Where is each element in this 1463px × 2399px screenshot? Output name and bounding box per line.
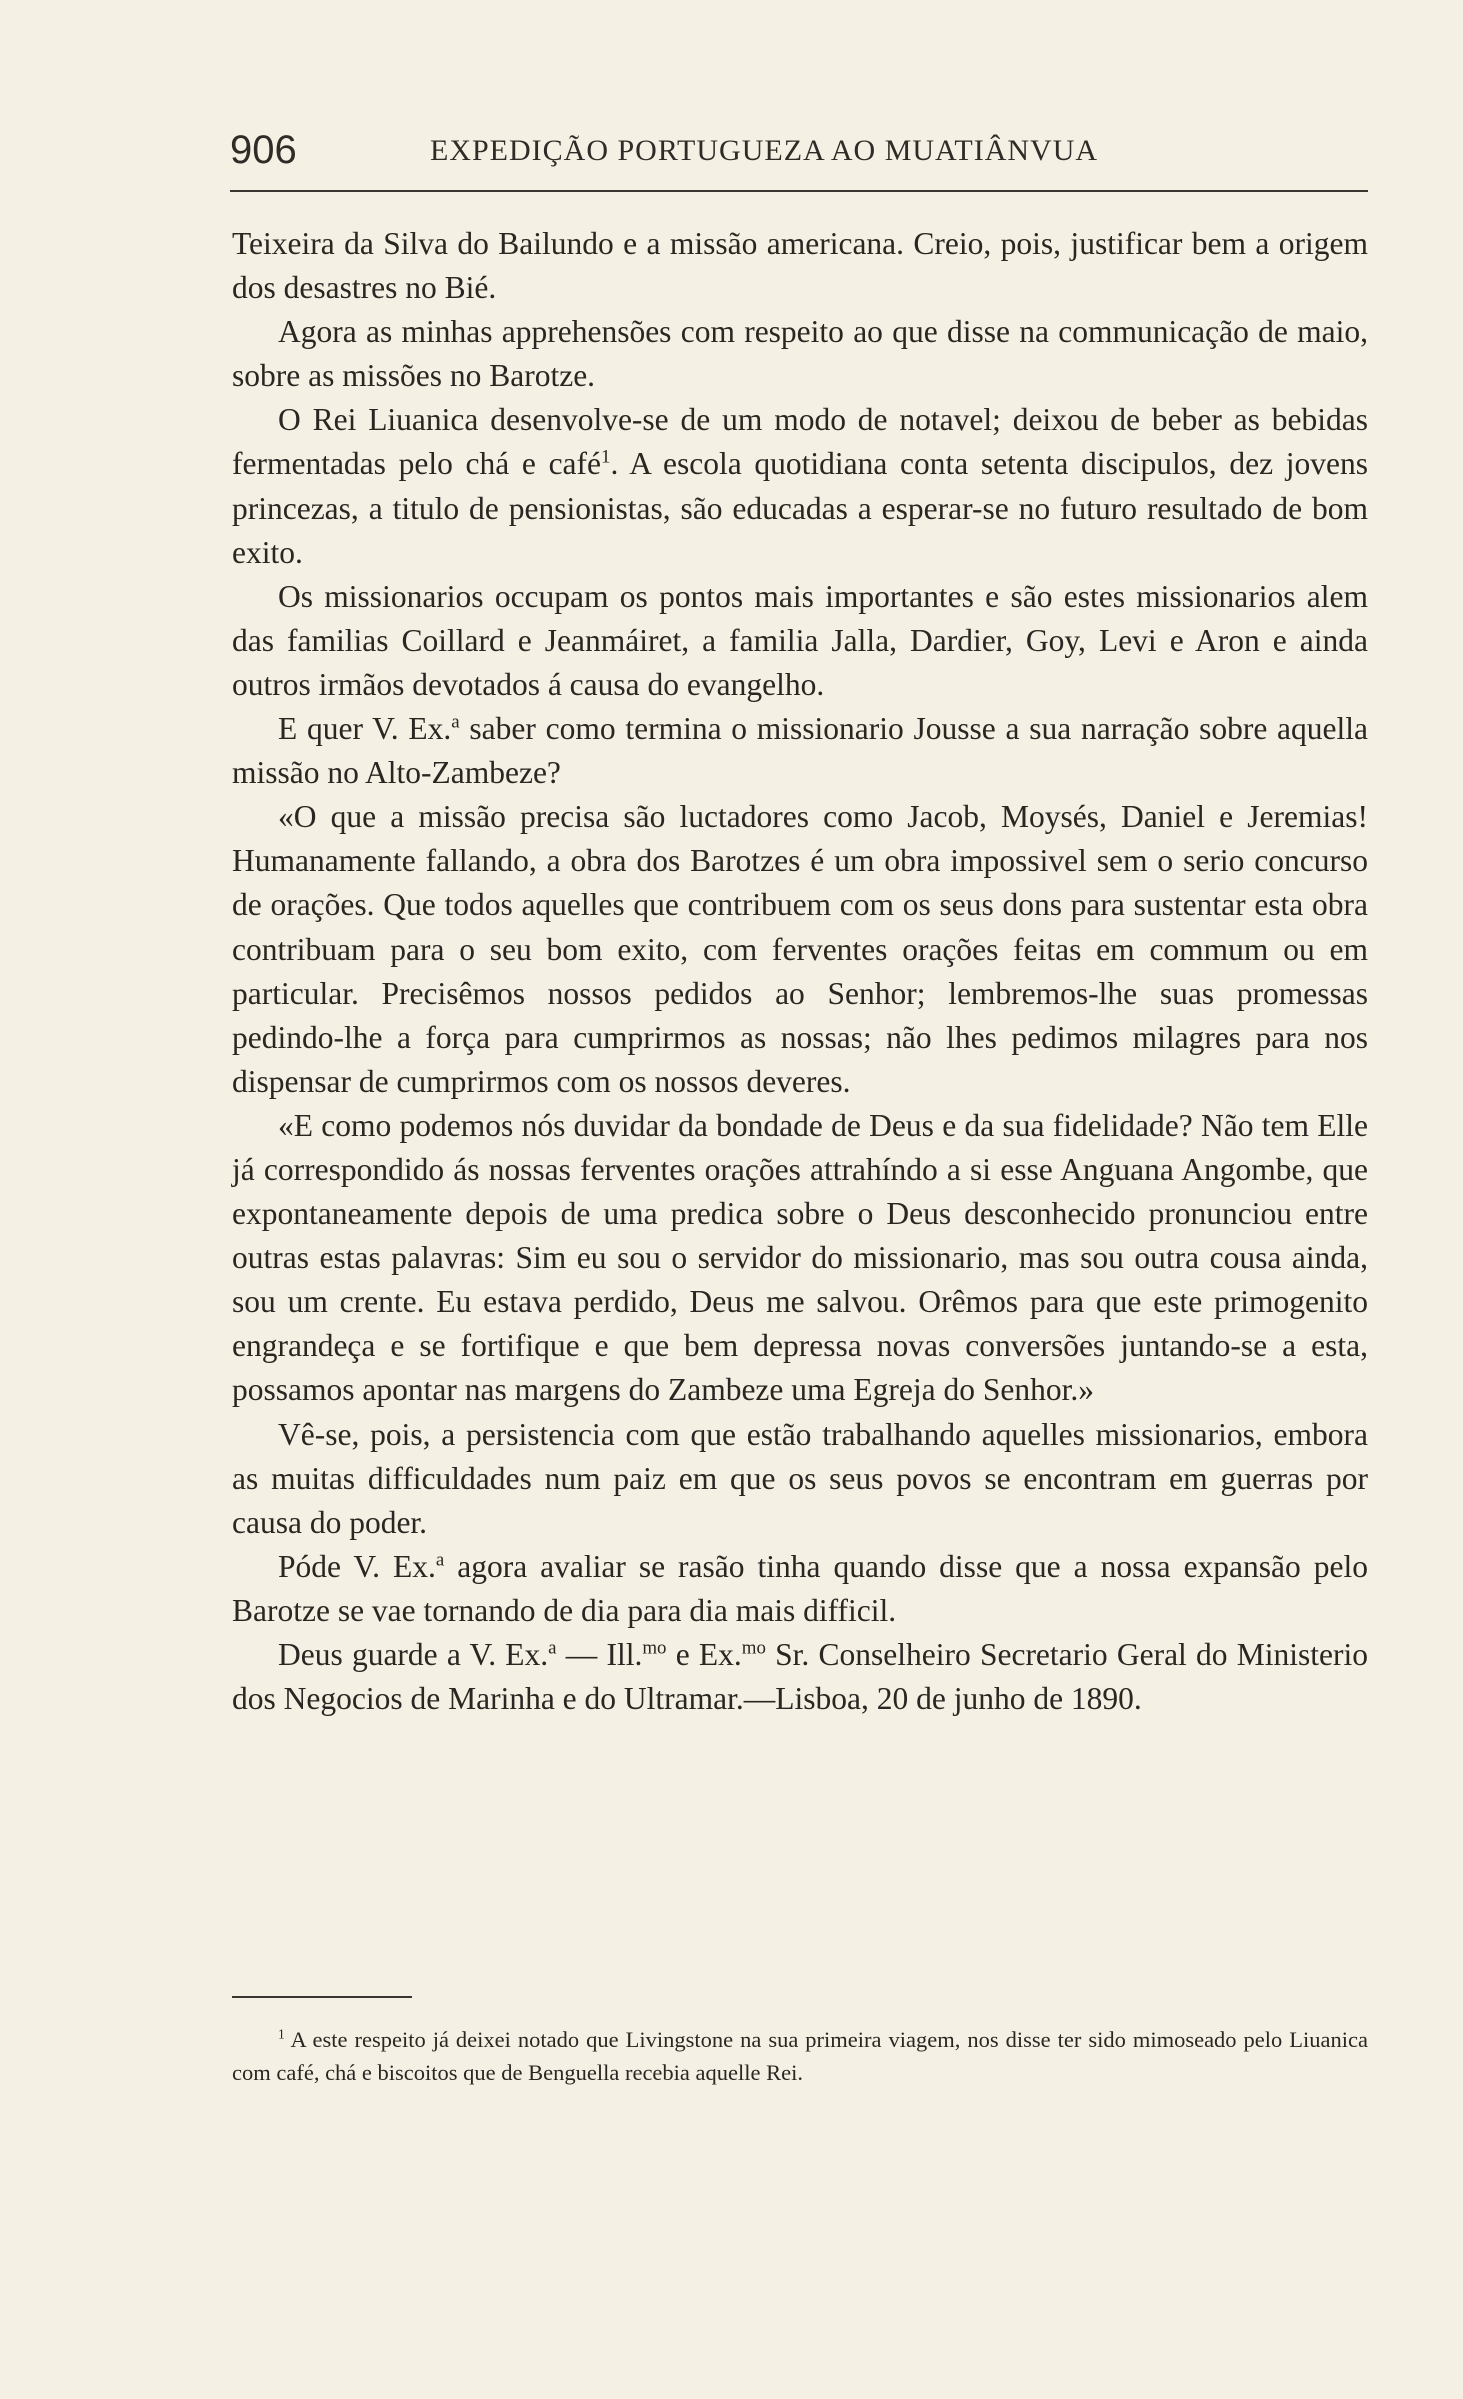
paragraph [232,398,1368,574]
paragraph-text: Sr. Conselheiro Secretario Geral do Ministerio dos Negocios de Marinha e do Ultramar.—Lisboa, 20 de junho de 1890. [232,1637,1368,1717]
footnote-rule [232,1996,412,1998]
running-title: EXPEDIÇÃO PORTUGUEZA AO MUATIÂNVUA [430,134,1099,167]
page-header [230,122,1370,182]
paragraph: Vê-se, pois, a persistencia com que estão trabalhando aquelles missionarios, embora as muitas difficuldades num paiz em que os seus povos se encontram em guerras por causa do poder. [232,1416,1368,1540]
paragraph: Agora as minhas apprehensões com respeito ao que disse na communicação de maio, sobre as missões no Barotze. [232,314,1368,394]
page-number: 906 [230,128,297,172]
paragraph-text: E quer V. Ex. [278,711,452,747]
paragraph-text: agora avaliar se rasão tinha quando disse que a nossa expansão pelo Barotze se vae tornando de dia para dia mais difficil. [232,1548,1368,1628]
body-text [232,222,1368,1721]
paragraph [232,707,1368,795]
paragraph-text: Póde V. Ex. [278,1548,436,1584]
superscript: mo [642,1637,667,1659]
paragraph-text: O Rei Liuanica desenvolve-se de um modo de notavel; deixou de beber as bebidas fermentadas pelo chá e café [232,402,1368,482]
paragraph-text: . A escola quotidiana conta setenta discipulos, dez jovens princezas, a titulo de pensionistas, são educadas a esperar-se no futuro resultado de bom exito. [232,446,1368,570]
footnote [232,2023,1368,2089]
paragraph: «E como podemos nós duvidar da bondade de Deus e da sua fidelidade? Não tem Elle já correspondido ás nossas ferventes orações attrahíndo a si esse Anguana Angombe, que expontaneamente depois de uma predica sobre o Deus desconhecido pronunciou entre outras estas palavras: Sim eu sou o servidor do missionario, mas sou outra cousa ainda, sou um crente. Eu estava perdido, Deus me salvou. Orêmos para que este primogenito engrandeça e se fortifique e que bem depressa novas conversões juntando-se a esta, possamos apontar nas margens do Zambeze uma Egreja do Senhor.» [232,1107,1368,1408]
superscript: a [548,1637,557,1659]
footnote-reference[interactable]: 1 [601,446,611,468]
superscript: a [435,1549,445,1571]
paragraph: «O que a missão precisa são luctadores como Jacob, Moysés, Daniel e Jeremias! Humanamente fallando, a obra dos Barotzes é um obra impossivel sem o serio concurso de orações. Que todos aquelles que contribuem com os seus dons para sustentar esta obra contribuam para o seu bom exito, com ferventes orações feitas em commum ou em particular. Precisêmos nossos pedidos ao Senhor; lembremos-lhe suas promessas pedindo-lhe a força para cumprirmos as nossas; não lhes pedimos milagres para nos dispensar de cumprirmos com os nossos deveres. [232,799,1368,1099]
superscript: a [451,711,460,733]
paragraph-text: e Ex. [666,1637,742,1672]
paragraph-text: saber como termina o missionario Jousse a sua narração sobre aquella missão no Alto-Zambeze? [232,711,1368,791]
paragraph-text: Deus guarde a V. Ex. [278,1637,549,1672]
closing-paragraph [232,1633,1368,1721]
footnote-text: A este respeito já deixei notado que Livingstone na sua primeira viagem, nos disse ter sido mimoseado pelo Liuanica com café, chá e biscoitos que de Benguella recebia aquelle Rei. [232,2027,1368,2085]
footnote-mark: 1 [278,2026,285,2042]
paragraph [232,1545,1368,1633]
paragraph: Os missionarios occupam os pontos mais importantes e são estes missionarios alem das familias Coillard e Jeanmáiret, a familia Jalla, Dardier, Goy, Levi e Aron e ainda outros irmãos devotados á causa do evangelho. [232,578,1368,702]
paragraph: Teixeira da Silva do Bailundo e a missão americana. Creio, pois, justificar bem a origem dos desastres no Bié. [232,226,1368,306]
superscript: mo [741,1637,766,1659]
paragraph-text: — Ill. [556,1637,643,1672]
header-rule [230,190,1368,192]
